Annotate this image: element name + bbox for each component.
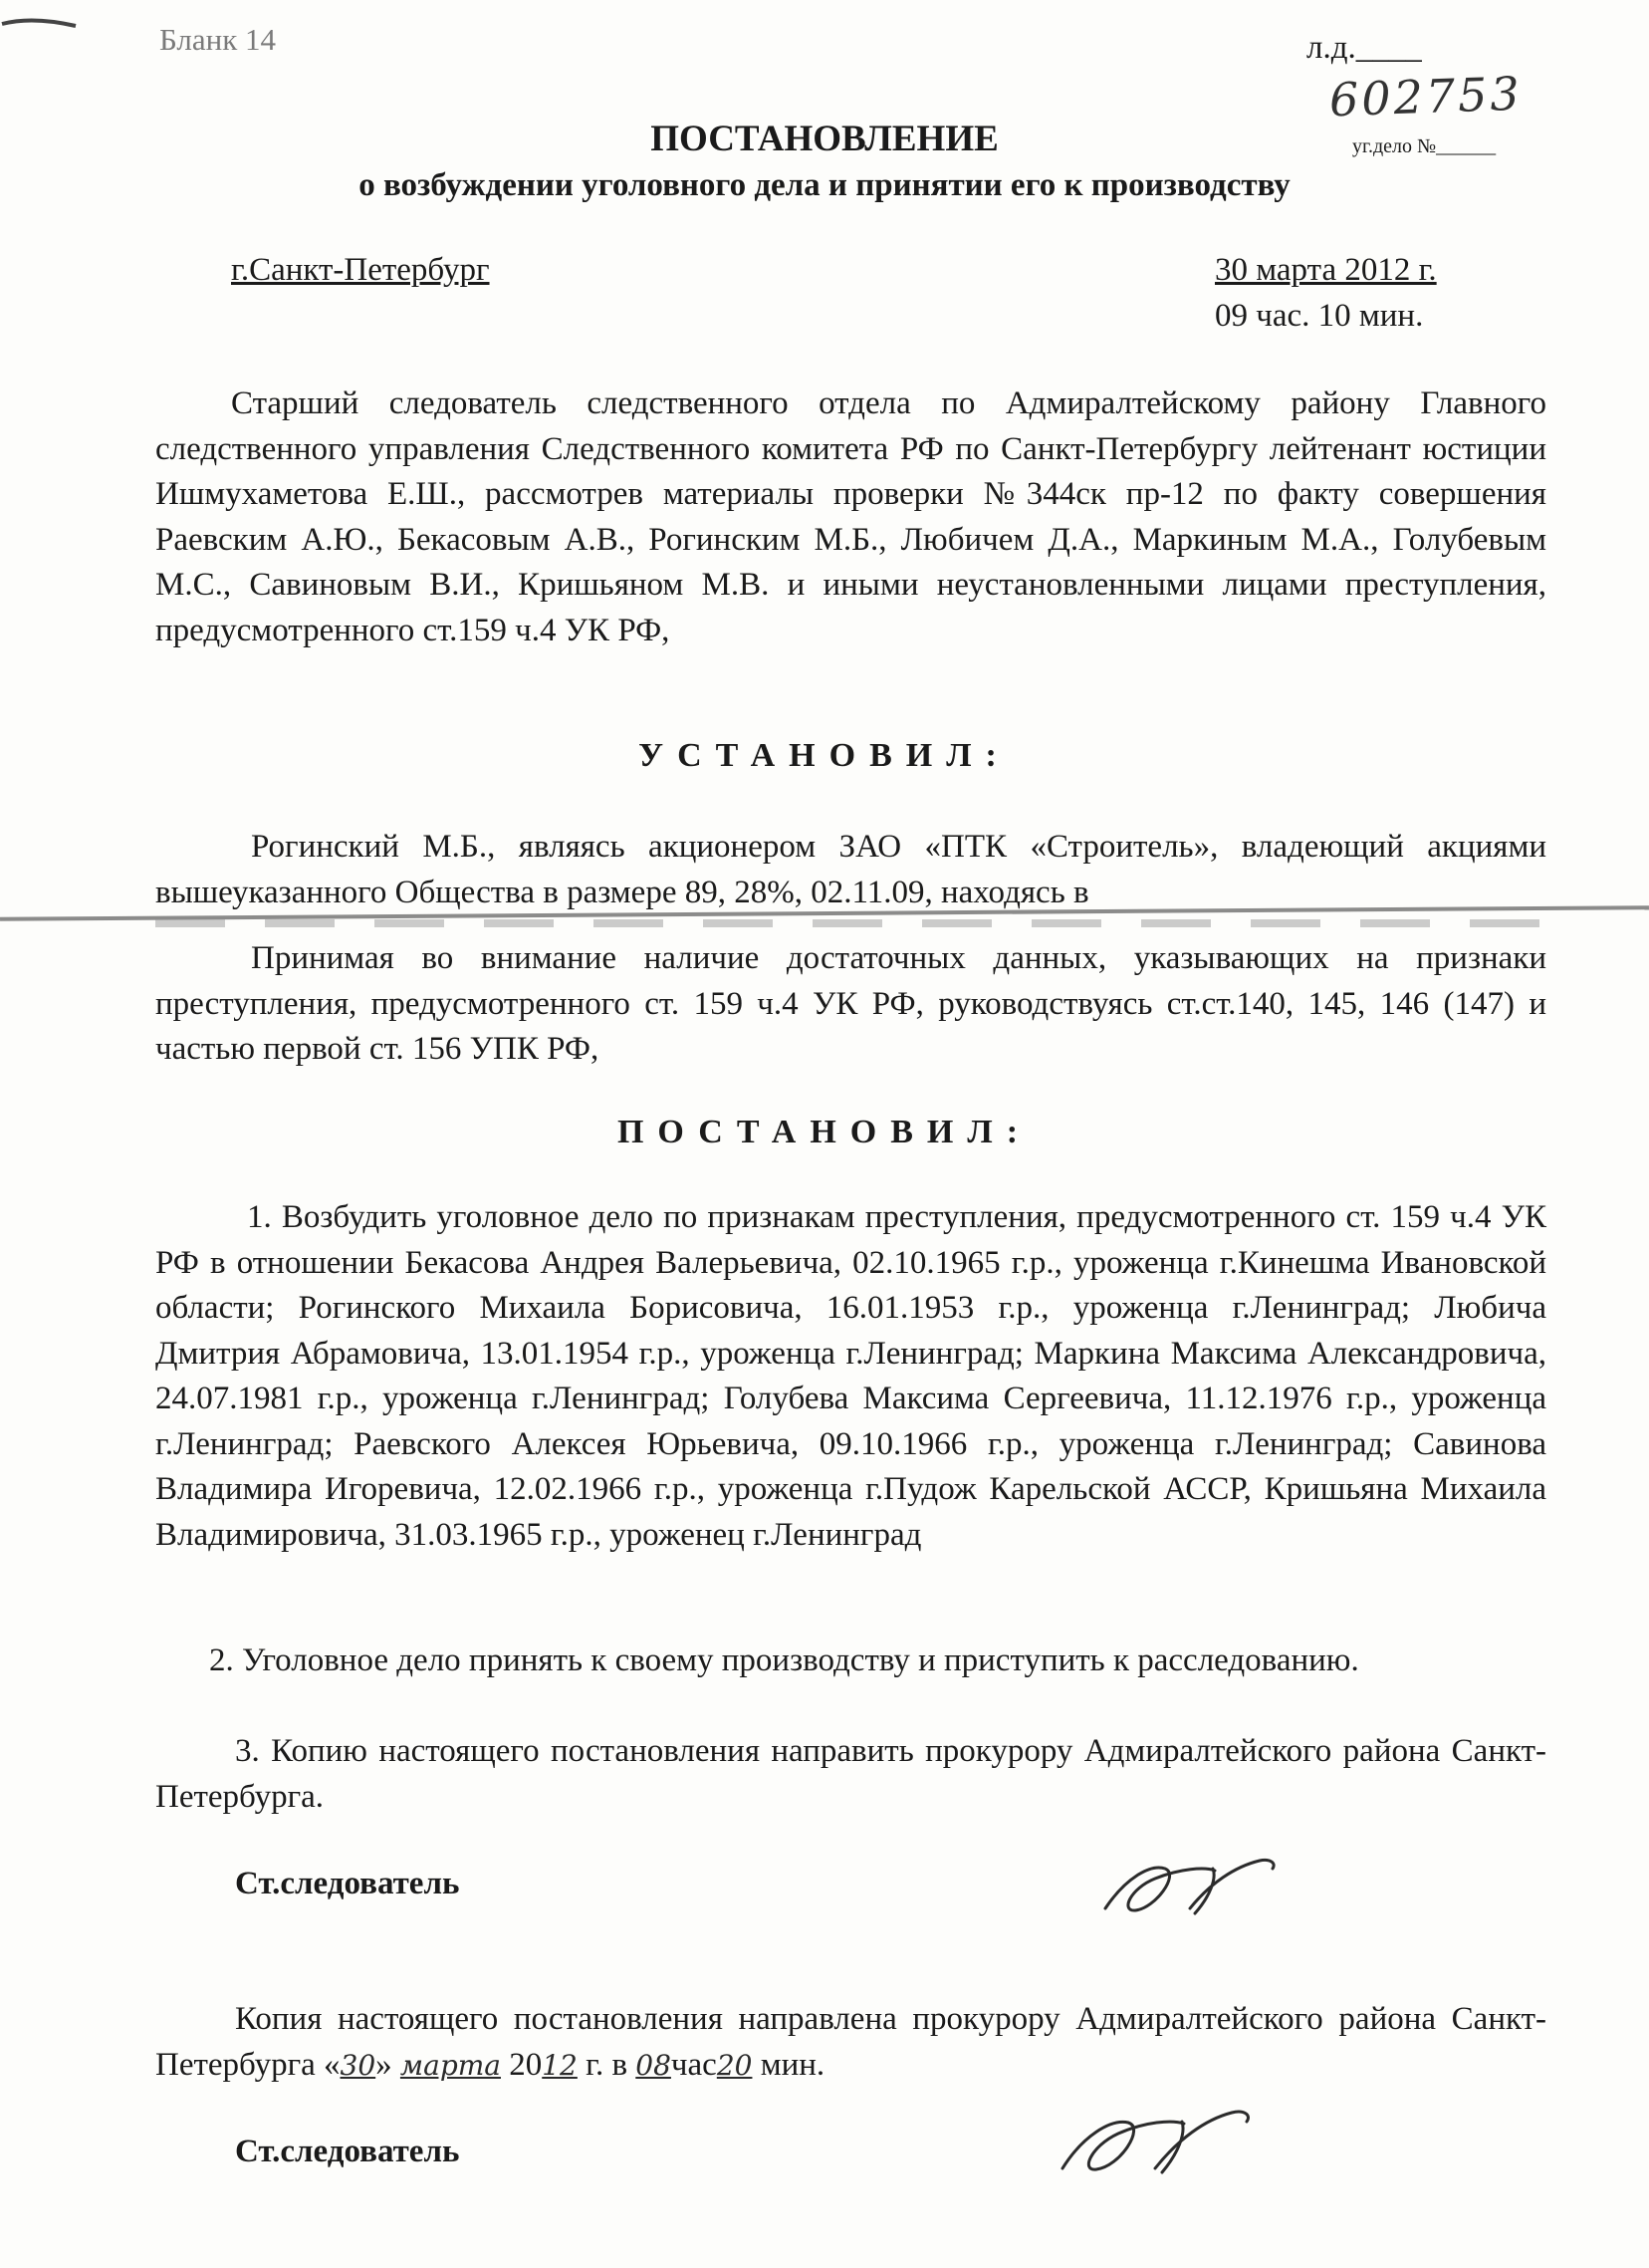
resolution-item-2: 2. Уголовное дело принять к своему производству и приступить к расследованию. [209, 1642, 1359, 1678]
signature-2 [1051, 2087, 1260, 2186]
signatory-label-1: Ст.следователь [235, 1866, 460, 1901]
ld-label: л.д.____ [1306, 30, 1422, 66]
copy-year: 12 [542, 2048, 578, 2082]
copy-day: 30 [340, 2048, 376, 2082]
document-subtitle: о возбуждении уголовного дела и принятии его к производству [358, 167, 1291, 203]
place: г.Санкт-Петербург [231, 252, 490, 288]
copy-minute: 20 [716, 2048, 753, 2082]
margin-mark [0, 10, 78, 36]
intro-paragraph: Старший следователь следственного отдела по Адмиралтейскому району Главного следственного управления Следственного комитета РФ по Санкт-Петербургу лейтенант юстиции Ишмухаметова Е.Ш., рассмотрев материалы проверки №344ск пр-12 по факту совершения Раевским А.Ю., Бекасовым А.В., Рогинским М.Б., Любичем Д.А., Маркиным М.А., Голубевым М.С., Савиновым В.И., Кришьяном М.В. и иными неустановленными лицами преступления, предусмотренного ст.159 ч.4 УК РФ, [155, 385, 1546, 648]
copy-month: марта [399, 2048, 501, 2082]
copy-note: Копия настоящего постановления направлена прокурору Адмиралтейского района Санкт-Петербурга «30» марта 2012 г. в 08час20 мин. [155, 2001, 1546, 2083]
form-label: Бланк 14 [159, 22, 277, 57]
truncated-text-remnant [155, 919, 1546, 927]
case-number-label: уг.дело №______ [1352, 135, 1497, 157]
date: 30 марта 2012 г. [1215, 252, 1437, 288]
signature-1 [1095, 1839, 1285, 1928]
established-heading: УСТАНОВИЛ: [638, 737, 1011, 774]
ld-number-handwritten: 602753 [1328, 66, 1524, 127]
copy-hour: 08 [635, 2048, 671, 2082]
resolved-heading: ПОСТАНОВИЛ: [616, 1114, 1033, 1150]
resolution-item-3: 3. Копию настоящего постановления направить прокурору Адмиралтейского района Санкт-Петербурга. [155, 1733, 1546, 1815]
considering-paragraph: Принимая во внимание наличие достаточных данных, указывающих на признаки преступления, предусмотренного ст. 159 ч.4 УК РФ, руководствуясь ст.ст.140, 145, 146 (147) и частью первой ст. 156 УПК РФ, [155, 940, 1546, 1067]
time: 09 час. 10 мин. [1215, 298, 1424, 334]
signatory-label-2: Ст.следователь [235, 2134, 460, 2169]
document-title: ПОСТАНОВЛЕНИЕ [650, 119, 999, 159]
established-paragraph: Рогинский М.Б., являясь акционером ЗАО «ПТК «Строитель», владеющий акциями вышеуказанного Общества в размере 89, 28%, 02.11.09, находясь в [155, 829, 1546, 910]
resolution-item-1: 1. Возбудить уголовное дело по признакам преступления, предусмотренного ст. 159 ч.4 УК РФ в отношении Бекасова Андрея Валерьевича, 02.10.1965 г.р., уроженца г.Кинешма Ивановской области; Рогинского Михаила Борисовича, 16.01.1953 г.р., уроженца г.Ленинград; Любича Дмитрия Абрамовича, 13.01.1954 г.р., уроженца г.Ленинград; Маркина Максима Александровича, 24.07.1981 г.р., уроженца г.Ленинград; Голубева Максима Сергеевича, 11.12.1976 г.р., уроженца г.Ленинград; Раевского Алексея Юрьевича, 09.10.1966 г.р., уроженца г.Ленинград; Савинова Владимира Игоревича, 12.02.1966 г.р., уроженца г.Пудож Карельской АССР, Кришьяна Михаила Владимировича, 31.03.1965 г.р., уроженец г.Ленинград [155, 1199, 1546, 1553]
